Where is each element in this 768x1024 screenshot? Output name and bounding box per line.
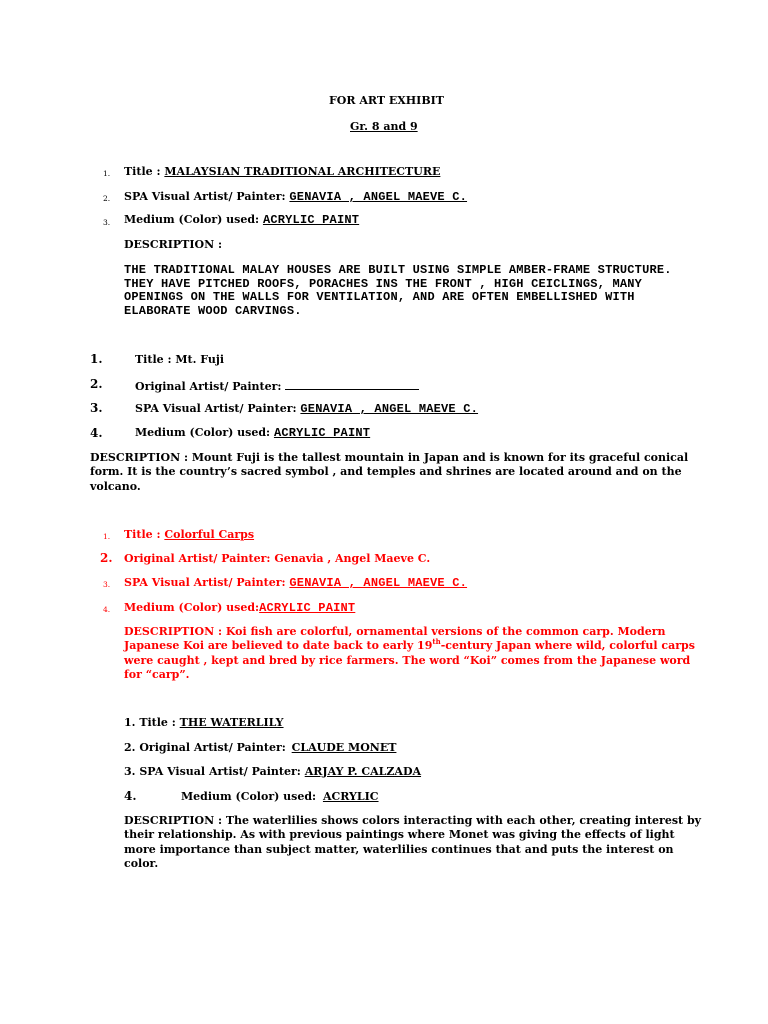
description-text: Japanese Koi are believed to date back to early 19 (124, 639, 433, 653)
title-label: Title : (124, 165, 161, 178)
title-line (124, 716, 284, 729)
list-number: 1. (103, 169, 111, 178)
medium-line (124, 213, 359, 227)
artist-value: GENAVIA , ANGEL MAEVE C. (289, 576, 468, 590)
title-line (124, 165, 440, 178)
list-number: 3. (103, 218, 111, 227)
title-line: Title : Mt. Fuji (135, 353, 225, 366)
description-line: DESCRIPTION : Mount Fuji is the tallest mountain in Japan and is known for its graceful conical (90, 451, 689, 464)
title-label: Title : (124, 528, 161, 541)
description-line: form. It is the country’s sacred symbol , and temples and shrines are located around and on the (90, 465, 682, 479)
list-number: 2. (100, 551, 113, 565)
medium-value: ACRYLIC PAINT (259, 601, 356, 615)
medium-value: ACRYLIC (322, 790, 379, 803)
title-label: 1. Title : (124, 716, 176, 729)
description-line (124, 639, 714, 653)
description-body (124, 814, 714, 872)
original-artist-line (124, 741, 396, 754)
description-line: THE TRADITIONAL MALAY HOUSES ARE BUILT USING SIMPLE AMBER-FRAME STRUCTURE. (124, 263, 672, 277)
list-number: 3. (90, 401, 103, 415)
list-number: 4. (124, 789, 137, 803)
artist-line (135, 402, 478, 416)
description-line: THEY HAVE PITCHED ROOFS, PORACHES INS THE FRONT , HIGH CEICLINGS, MANY (124, 276, 643, 291)
description-line: volcano. (90, 479, 141, 493)
artist-line (124, 765, 421, 778)
artist-label: SPA Visual Artist/ Painter: (124, 190, 286, 203)
title-value: Colorful Carps (164, 528, 255, 541)
description-text: -century Japan where wild, colorful carps (440, 639, 695, 653)
description-line: were caught , kept and bred by rice farmers. The word “Koi” comes from the Japanese word (124, 653, 691, 667)
medium-label: Medium (Color) used: (124, 213, 260, 226)
original-artist-label: 2. Original Artist/ Painter: (124, 741, 286, 754)
medium-value: ACRYLIC PAINT (262, 213, 360, 227)
artist-label: SPA Visual Artist/ Painter: (124, 576, 286, 589)
title-line (124, 528, 254, 541)
description-line: OPENINGS ON THE WALLS FOR VENTILATION, AND ARE OFTEN EMBELLISHED WITH (124, 290, 635, 305)
medium-label: Medium (Color) used: (135, 426, 271, 439)
description-body (124, 625, 714, 683)
list-number: 1. (90, 352, 103, 366)
list-number: 2. (90, 377, 103, 391)
description-line: color. (124, 857, 159, 871)
medium-label: Medium (Color) used: (124, 601, 260, 614)
artist-label: SPA Visual Artist/ Painter: (135, 402, 297, 415)
list-number: 4. (90, 426, 103, 440)
medium-value: ACRYLIC PAINT (273, 426, 371, 440)
artist-value: GENAVIA , ANGEL MAEVE C. (300, 402, 479, 416)
description-heading: DESCRIPTION : (124, 238, 223, 251)
description-line: DESCRIPTION : Koi fish are colorful, ornamental versions of the common carp. Modern (124, 625, 666, 638)
artist-label: 3. SPA Visual Artist/ Painter: (124, 765, 301, 778)
description-body (124, 264, 672, 318)
description-line: for “carp”. (124, 668, 190, 682)
description-body (90, 451, 690, 494)
description-line: their relationship. As with previous paintings where Monet was giving the effects of light (124, 828, 675, 842)
blank-field (285, 378, 419, 390)
list-number: 3. (103, 580, 111, 589)
superscript: th (432, 637, 441, 647)
description-line: more importance than subject matter, waterlilies continues that and puts the interest on (124, 842, 674, 856)
document-subtitle: Gr. 8 and 9 (350, 120, 418, 133)
medium-label: Medium (Color) used: (181, 790, 317, 803)
artist-line (124, 190, 467, 204)
document-title: FOR ART EXHIBIT (329, 94, 444, 107)
list-number: 1. (103, 532, 111, 541)
description-line: ELABORATE WOOD CARVINGS. (124, 303, 302, 318)
original-artist-line (135, 378, 419, 393)
title-value: THE WATERLILY (179, 716, 284, 729)
artist-value: GENAVIA , ANGEL MAEVE C. (289, 190, 468, 204)
list-number: 2. (103, 194, 111, 203)
original-artist-value: CLAUDE MONET (291, 741, 397, 754)
title-value: MALAYSIAN TRADITIONAL ARCHITECTURE (164, 165, 441, 178)
artist-line (124, 576, 467, 590)
medium-line (135, 426, 370, 440)
medium-line (124, 601, 355, 615)
description-line: DESCRIPTION : The waterlilies shows colors interacting with each other, creating interest by (124, 814, 702, 827)
list-number: 4. (103, 605, 111, 614)
original-artist-line: Original Artist/ Painter: Genavia , Angel Maeve C. (124, 552, 431, 565)
original-artist-label: Original Artist/ Painter: (135, 380, 282, 393)
artist-value: ARJAY P. CALZADA (304, 765, 422, 778)
medium-line (181, 790, 379, 803)
